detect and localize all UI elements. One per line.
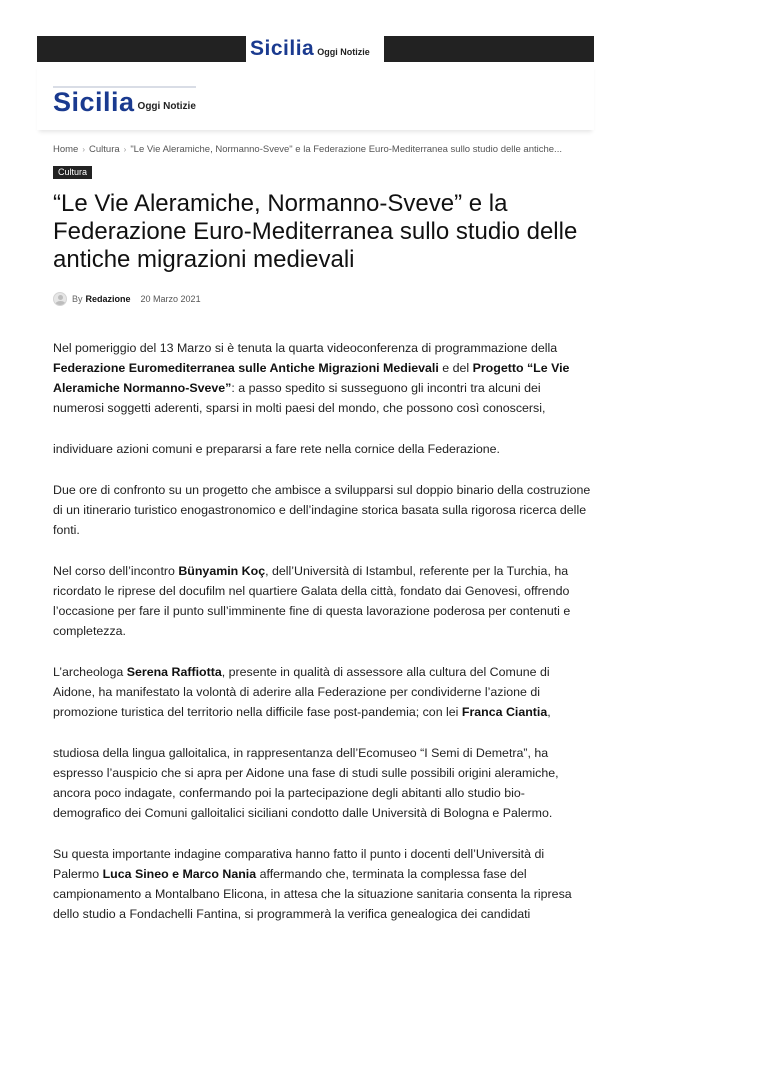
top-bar [37,36,594,62]
site-logo-small[interactable] [246,36,384,62]
article-paragraph [53,561,593,641]
chevron-right-icon: › [82,145,86,154]
article-meta [53,292,201,306]
article-paragraph [53,844,593,924]
publish-date: 20 Marzo 2021 [140,294,201,304]
site-header [37,62,594,130]
text-run: individuare azioni comuni e prepararsi a fare rete nella cornice della Federazione. [53,442,501,456]
text-run: Due ore di confronto su un progetto che ambisce a svilupparsi sul doppio binario della costruzione di un itinerario turistico enogastronomico e dell’indagine storica basata sulla rigorosa ricerca delle fonti. [53,483,591,537]
logo-word: Sicilia [53,87,135,117]
text-run: , [547,705,551,719]
breadcrumb-section[interactable]: Cultura [89,144,120,155]
text-run: studiosa della lingua galloitalica, in rappresentanza dell’Ecomuseo “I Semi di Demetra”, ha espresso l’auspicio che si apra per Aidone una fase di studi sulle possibili origini aleramiche, ancora poco indagate, confermando poi la partecipazione degli abitanti allo studio bio-demografico dei Comuni galloitalici siciliani condotto dalle Università di Bologna e Palermo. [53,746,559,820]
article-paragraph [53,439,593,459]
text-run: Su questa importante indagine comparativa hanno fatto il punto i docenti dell’Università di Palermo [53,847,545,881]
author-link[interactable]: Redazione [85,294,131,304]
text-run: Nel pomeriggio del 13 Marzo si è tenuta la quarta videoconferenza di programmazione della [53,341,558,355]
chevron-right-icon: › [123,145,127,154]
article-body [53,338,593,945]
article-paragraph [53,662,593,722]
logo-tagline: Oggi Notizie [137,100,196,112]
text-run: : a passo spedito si susseguono gli incontri tra alcuni dei numerosi soggetti aderenti, sparsi in molti paesi del mondo, che possono così conoscersi, [53,381,546,415]
logo-word: Sicilia [250,37,315,60]
bold-text: Franca Ciantia [461,705,548,719]
bold-text: Progetto “Le Vie Aleramiche Normanno-Sveve” [53,361,570,395]
category-badge[interactable]: Cultura [53,166,92,179]
text-run: L’archeologa [53,665,127,679]
bold-text: Federazione Euromediterranea sulle Antiche Migrazioni Medievali [53,361,439,375]
article-paragraph [53,338,593,418]
article-title: “Le Vie Aleramiche, Normanno-Sveve” e la Federazione Euro-Mediterranea sullo studio delle antiche migrazioni medievali [53,190,578,273]
avatar[interactable] [53,292,67,306]
breadcrumb [53,144,562,155]
breadcrumb-home[interactable]: Home [53,144,79,155]
text-run: , dell’Università di Istambul, referente per la Turchia, ha ricordato le riprese del docufilm nel quartiere Galata della città, fondato dai Genovesi, offrendo l’occasione per fare il punto sull’imminente fine di questa lavorazione poderosa per contenuti e completezza. [53,564,571,638]
article-paragraph [53,743,593,823]
site-logo[interactable] [53,86,196,116]
by-label: By [72,294,83,304]
breadcrumb-current: "Le Vie Aleramiche, Normanno-Sveve" e la Federazione Euro-Mediterranea sullo studio delle antiche... [130,144,562,155]
text-run: , presente in qualità di assessore alla cultura del Comune di Aidone, ha manifestato la volontà di aderire alla Federazione per condividerne l’azione di promozione turistica del territorio nella difficile fase post-pandemia; con lei [53,665,550,719]
article-paragraph [53,480,593,540]
text-run: Nel corso dell’incontro [53,564,179,578]
bold-text: Luca Sineo e Marco Nania [102,867,257,881]
logo-tagline: Oggi Notizie [317,47,370,57]
bold-text: Serena Raffiotta [126,665,222,679]
text-run: affermando che, terminata la complessa fase del campionamento a Montalbano Elicona, in attesa che la situazione sanitaria consenta la ripresa dello studio a Fondachelli Fantina, si programmerà la verifica genealogica dei candidati [53,867,572,921]
bold-text: Bünyamin Koç [178,564,266,578]
text-run: e del [438,361,473,375]
